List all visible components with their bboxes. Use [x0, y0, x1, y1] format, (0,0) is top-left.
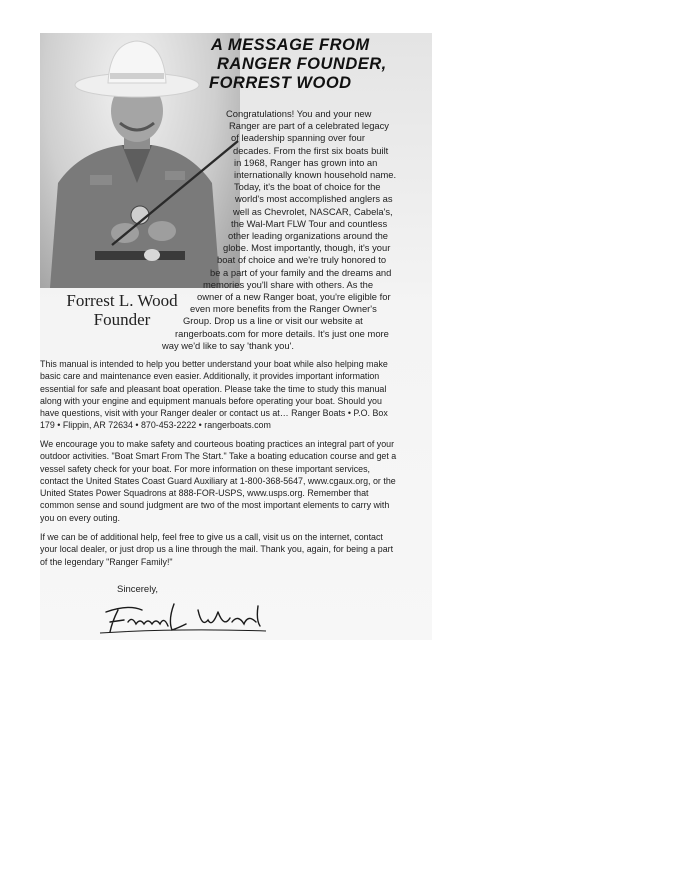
letter-line: other leading organizations around the	[228, 230, 389, 242]
letter-line: decades. From the first six boats built	[233, 144, 389, 156]
heading-line-2: RANGER FOUNDER,	[217, 55, 387, 73]
letter-line: boat of choice and we're truly honored to	[217, 254, 387, 266]
letter-line: owner of a new Ranger boat, you're eligible for	[197, 291, 391, 303]
heading-line-3: FORREST WOOD	[209, 74, 352, 92]
letter-line: Ranger are part of a celebrated legacy	[229, 120, 389, 132]
letter-heading	[200, 36, 387, 93]
heading-line-1: A MESSAGE FROM	[211, 36, 370, 54]
letter-line: Today, it's the boat of choice for the	[234, 181, 381, 193]
letter-line: the Wal-Mart FLW Tour and countless	[231, 217, 388, 229]
letter-line: of leadership spanning over four	[231, 132, 365, 144]
safety-paragraph: We encourage you to make safety and courteous boating practices an integral part of your outdoor activities. "Boat Smart From The Start." Take a boating education course and get a vessel safety check for your boat. For more information on these important services, contact the United States Coast Guard Auxiliary at 1-800-368-5647, www.cgaux.org, or the United States Power Squadrons at 888-FOR-USPS, www.usps.org. Remember that common sense and sound judgment are two of the most important elements to carry with you on every outing.	[40, 439, 397, 523]
help-paragraph: If we can be of additional help, feel free to give us a call, visit us on the internet, contact your local dealer, or just drop us a line through the mail. Thank you, again, for being a part of the legendary "Ranger Family!"	[40, 532, 394, 567]
caption-title: Founder	[93, 310, 151, 329]
letter-line: even more benefits from the Ranger Owner's	[190, 303, 377, 315]
letter-line: memories you'll share with others. As the	[203, 278, 374, 290]
letter-line: Group. Drop us a line or visit our website at	[183, 315, 363, 327]
letter-line: rangerboats.com for more details. It's just one more	[175, 327, 389, 339]
letter-line: well as Chevrolet, NASCAR, Cabela's,	[233, 205, 393, 217]
photo-caption	[52, 291, 192, 329]
letter-line: Congratulations! You and your new	[226, 108, 372, 119]
caption-name: Forrest L. Wood	[66, 291, 178, 310]
letter-line: way we'd like to say 'thank you'.	[162, 339, 294, 351]
founder-signature	[98, 600, 268, 641]
letter-line: internationally known household name.	[234, 169, 397, 181]
letter-line: globe. Most importantly, though, it's your	[223, 242, 391, 254]
letter-line: be a part of your family and the dreams and	[210, 266, 392, 278]
closing-text: Sincerely,	[117, 584, 159, 595]
letter-line: world's most accomplished anglers as	[235, 193, 393, 205]
letter-line: in 1968, Ranger has grown into an	[234, 156, 378, 168]
manual-intro-paragraph: This manual is intended to help you better understand your boat while also helping make basic care and maintenance even easier. Additionally, it provides important information essential for safe and pleasant boat operation. Please take the time to study this manual along with your engine and equipment manuals before operating your boat. Should you have questions, visit with your Ranger dealer or contact us at… Ranger Boats • P.O. Box 179 • Flippin, AR 72634 • 870-453-2222 • rangerboats.com	[40, 359, 388, 431]
